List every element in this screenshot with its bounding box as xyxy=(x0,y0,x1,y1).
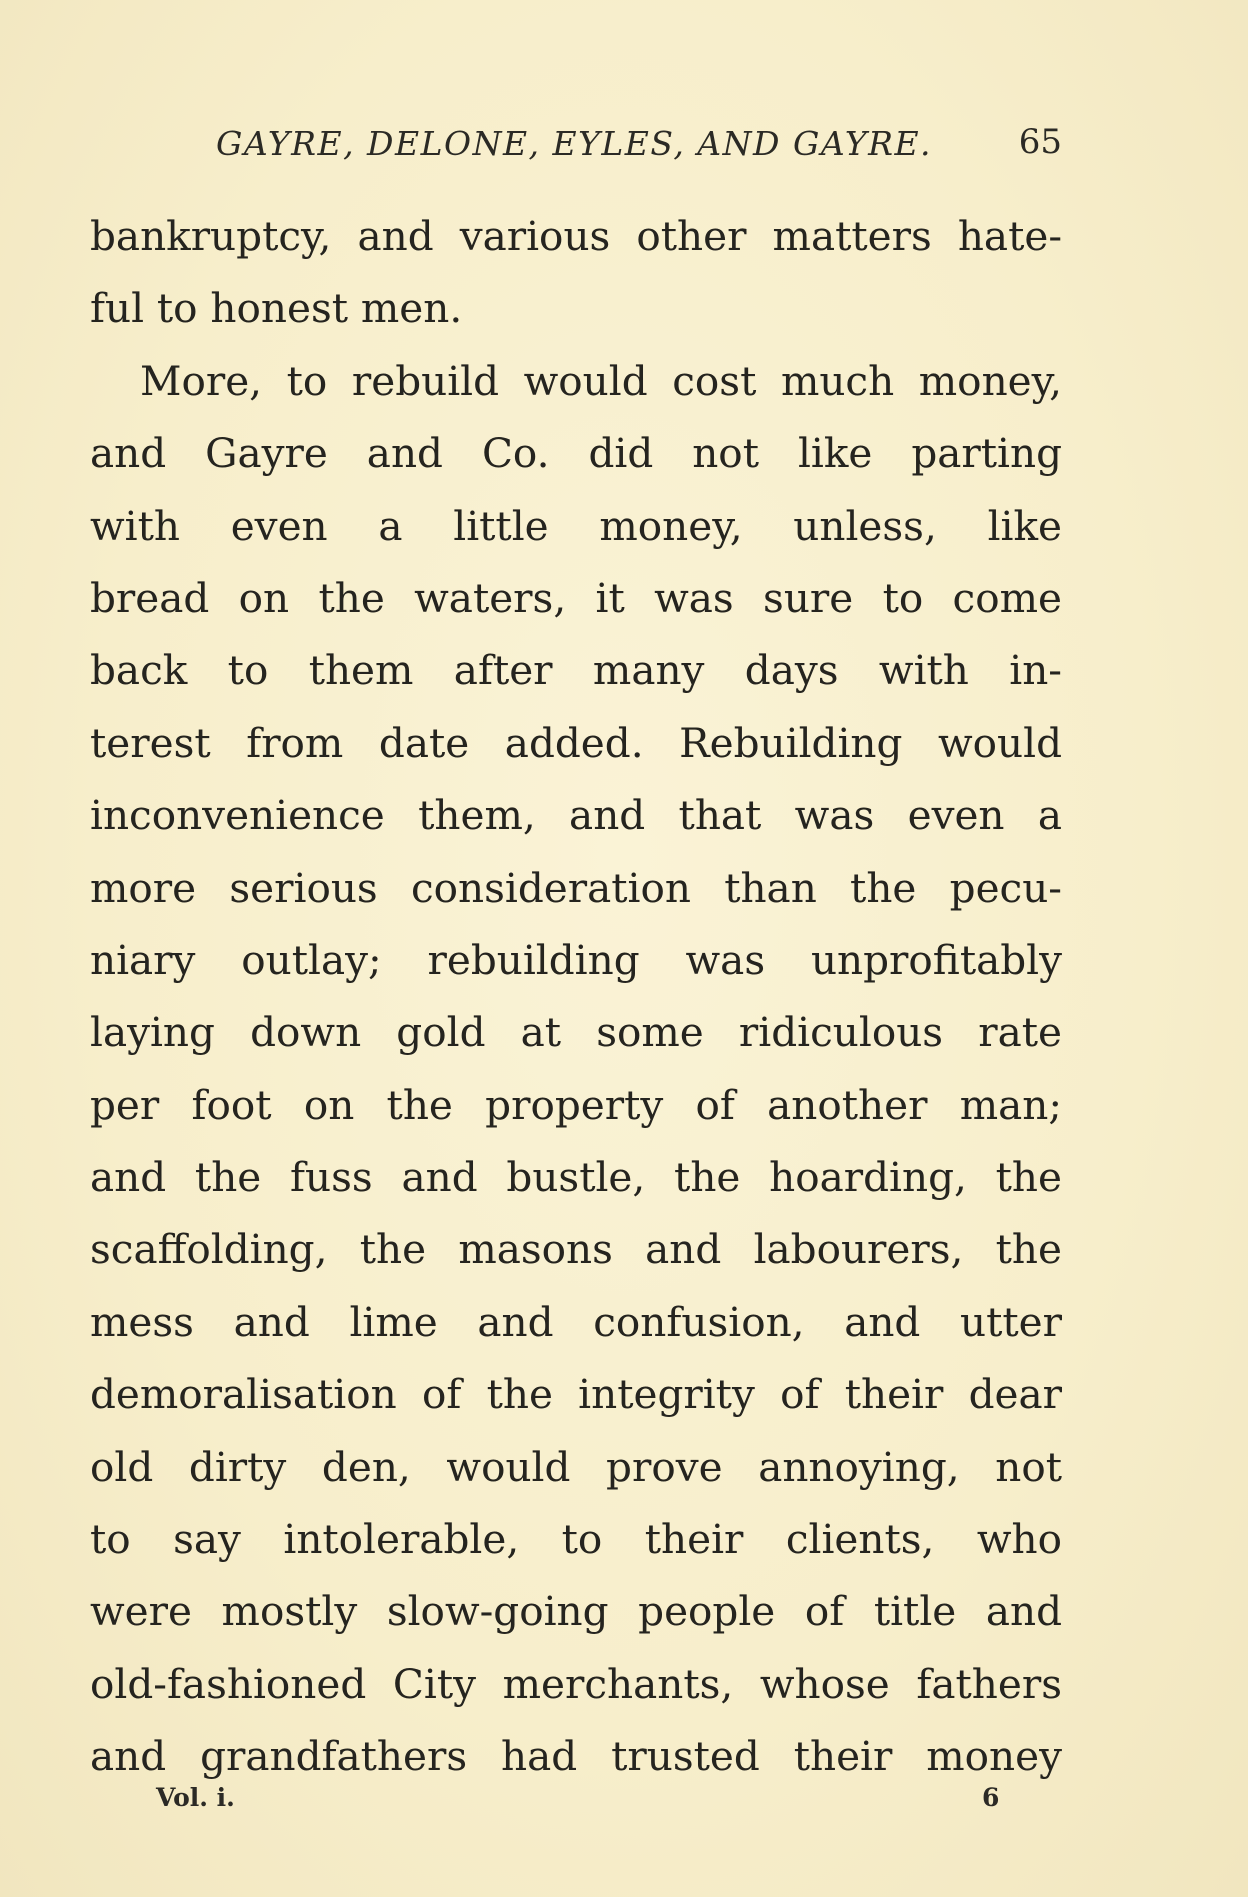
text-line: More, to rebuild would cost much money, xyxy=(140,356,1062,405)
text-line: laying down gold at some ridiculous rate xyxy=(90,1008,1062,1057)
text-line: with even a little money, unless, like xyxy=(90,501,1062,550)
page-number: 65 xyxy=(1018,122,1062,162)
text-line: bread on the waters, it was sure to come xyxy=(90,573,1062,622)
text-line: more serious consideration than the pecu- xyxy=(90,863,1062,912)
text-line: demoralisation of the integrity of their dear xyxy=(90,1370,1062,1419)
text-line: niary outlay; rebuilding was unprofitably xyxy=(90,935,1062,984)
text-line: and grandfathers had trusted their money xyxy=(90,1732,1062,1781)
running-title: GAYRE, DELONE, EYLES, AND GAYRE. xyxy=(216,124,933,163)
text-line: back to them after many days with in- xyxy=(90,646,1062,695)
body-text xyxy=(90,200,1062,1793)
text-line: old-fashioned City merchants, whose fathers xyxy=(90,1659,1062,1708)
text-line: old dirty den, would prove annoying, not xyxy=(90,1442,1062,1491)
text-line: scaffolding, the masons and labourers, the xyxy=(90,1225,1062,1274)
text-line: and Gayre and Co. did not like parting xyxy=(90,429,1062,478)
volume-label: Vol. i. xyxy=(156,1783,235,1812)
page-footer xyxy=(0,1783,1248,1823)
text-line: and the fuss and bustle, the hoarding, the xyxy=(90,1153,1062,1202)
text-line: ful to honest men. xyxy=(90,284,463,333)
text-line: were mostly slow-going people of title and xyxy=(90,1587,1062,1636)
signature-mark: 6 xyxy=(982,1783,1000,1812)
text-line: inconvenience them, and that was even a xyxy=(90,791,1062,840)
text-line: per foot on the property of another man; xyxy=(90,1080,1062,1129)
text-line: terest from date added. Rebuilding would xyxy=(90,718,1062,767)
text-line: bankruptcy, and various other matters hate- xyxy=(90,212,1062,260)
text-line: mess and lime and confusion, and utter xyxy=(90,1297,1062,1346)
running-head xyxy=(90,118,1062,168)
text-line: to say intolerable, to their clients, who xyxy=(90,1515,1062,1564)
